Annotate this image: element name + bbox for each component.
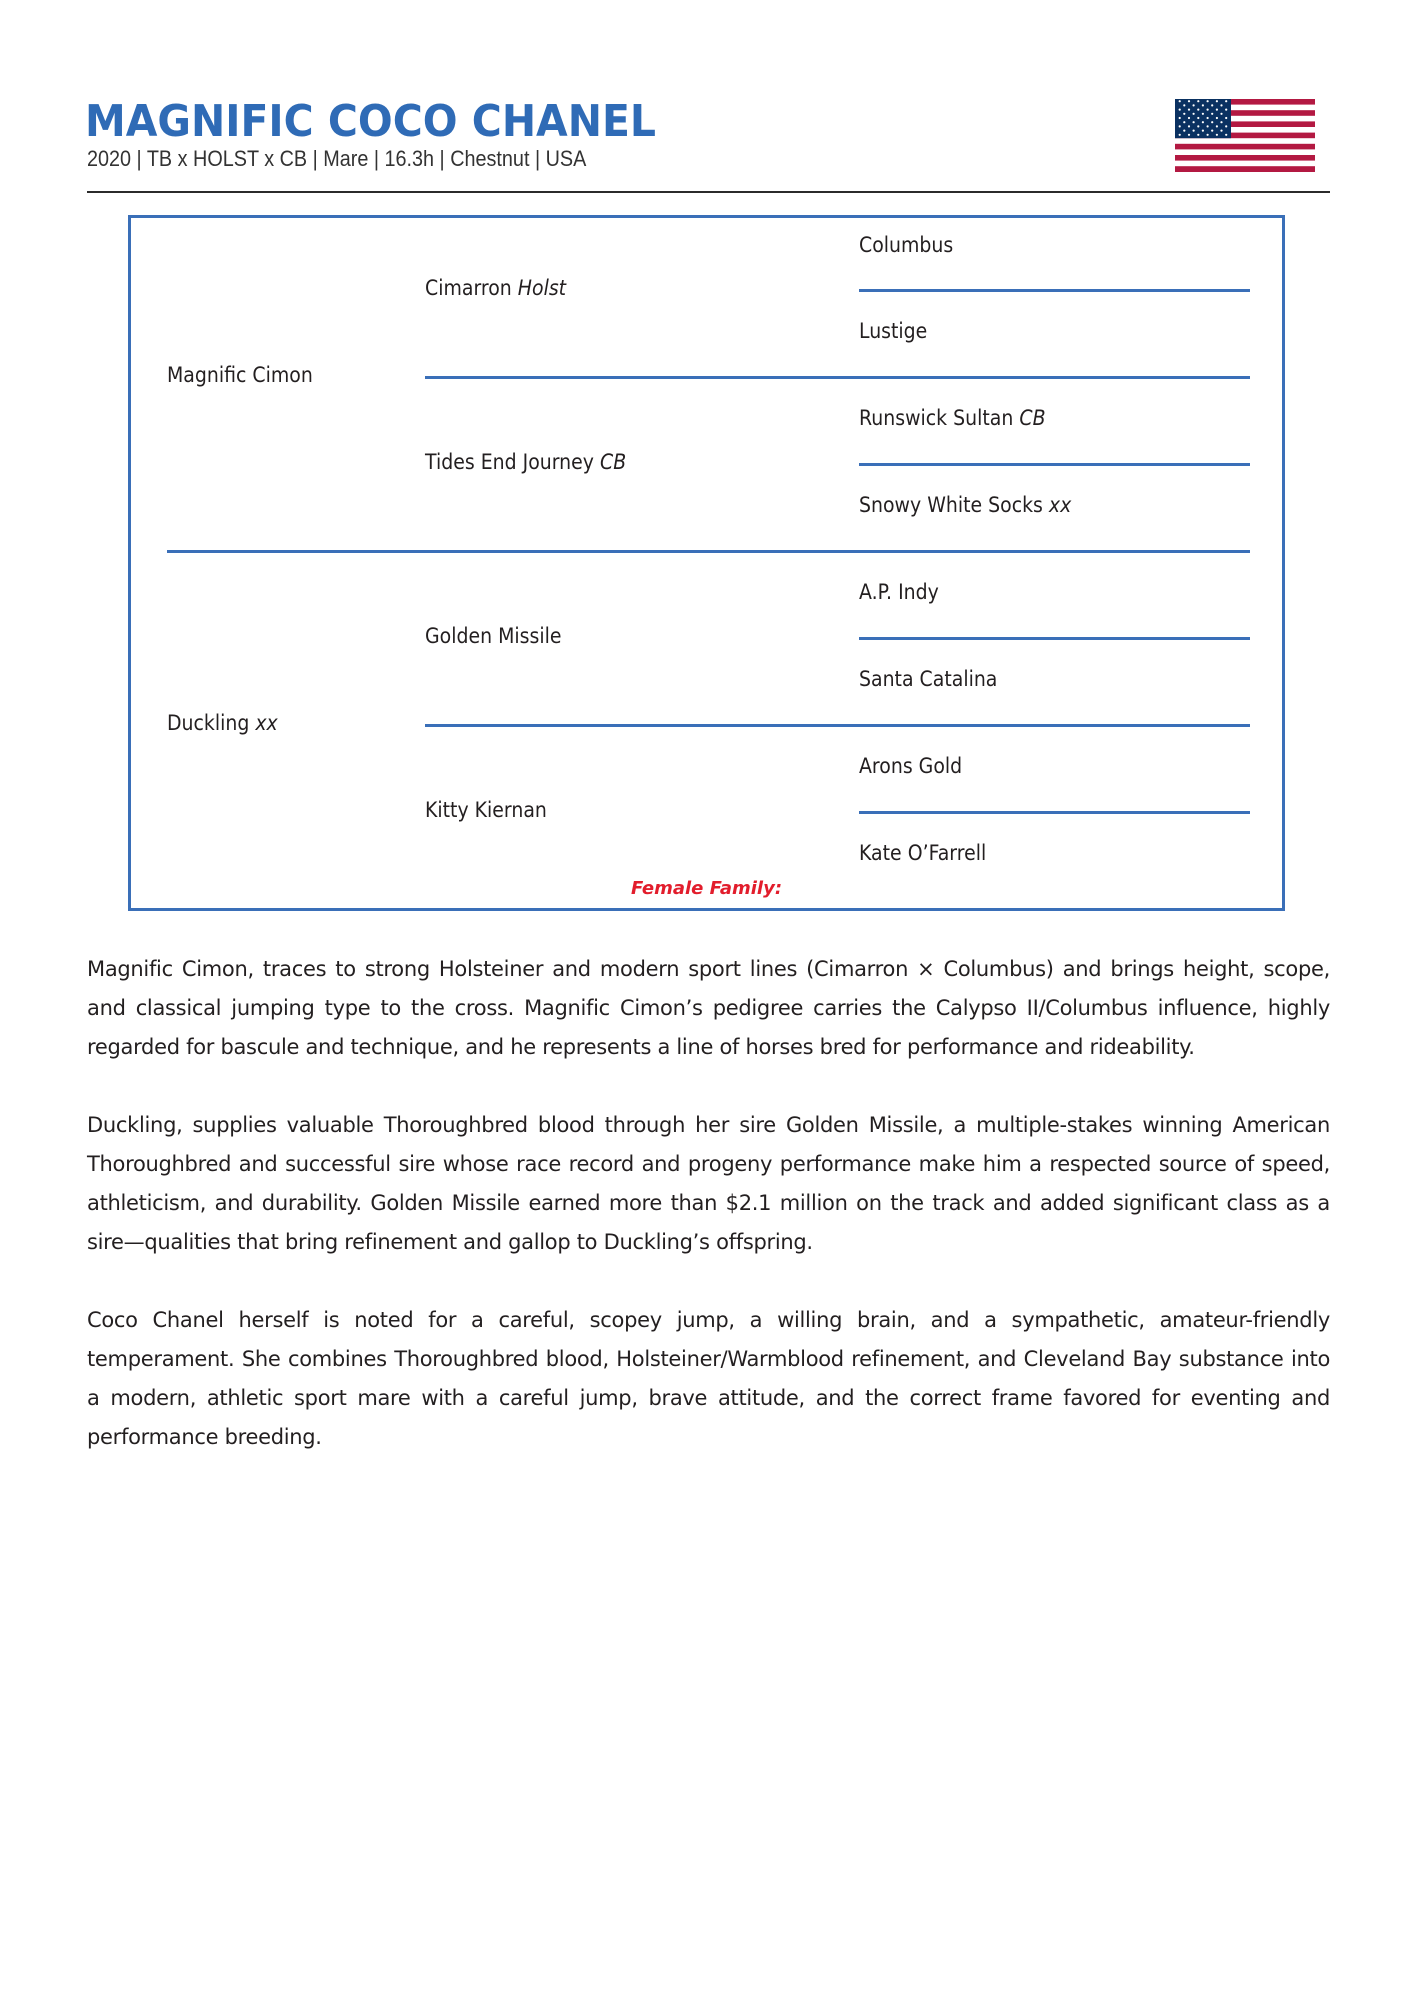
description: [87, 950, 1330, 1496]
horse-name-title: MAGNIFIC COCO CHANEL: [85, 96, 657, 147]
female-family-label: Female Family:: [630, 878, 783, 899]
flag-star: [1197, 109, 1199, 111]
flag-star: [1225, 117, 1227, 119]
flag-star: [1193, 113, 1195, 115]
flag-star: [1216, 109, 1218, 111]
flag-star: [1216, 125, 1218, 127]
flag-star: [1216, 134, 1218, 136]
pedigree-sire-dam: Tides End Journey CB: [425, 450, 627, 474]
flag-star: [1225, 134, 1227, 136]
pedigree-chart: [128, 215, 1285, 911]
pedigree-sire-sire: Cimarron Holst: [425, 276, 567, 300]
description-paragraph-dam: Duckling, supplies valuable Thoroughbred blood through her sire Golden Missile, a multiple-stakes winning American Thoroughbred and successful sire whose race record and progeny performance make him a respected source of speed, athleticism, and durability. Golden Missile earned more than $2.1 million on the track and added significant class as a sire—qualities that bring refinement and gallop to Duckling’s offspring.: [87, 1113, 1330, 1254]
us-flag-icon: [1175, 99, 1315, 172]
pedigree-great-grandparent: Runswick Sultan CB: [859, 406, 1046, 430]
flag-star: [1179, 125, 1181, 127]
pedigree-great-grandparent: Santa Catalina: [859, 667, 998, 691]
flag-star: [1197, 117, 1199, 119]
flag-star: [1183, 130, 1185, 132]
pedigree-divider: [425, 724, 1250, 727]
flag-star: [1193, 121, 1195, 123]
flag-star: [1197, 134, 1199, 136]
flag-star: [1220, 113, 1222, 115]
pedigree-divider: [859, 811, 1250, 814]
flag-star: [1220, 121, 1222, 123]
flag-star: [1211, 104, 1213, 106]
flag-star: [1193, 104, 1195, 106]
flag-star: [1220, 130, 1222, 132]
flag-star: [1183, 104, 1185, 106]
flag-star: [1207, 109, 1209, 111]
flag-star: [1179, 100, 1181, 102]
flag-star: [1197, 125, 1199, 127]
pedigree-divider: [859, 289, 1250, 292]
flag-star: [1225, 109, 1227, 111]
flag-star: [1202, 113, 1204, 115]
flag-star: [1207, 117, 1209, 119]
pedigree-great-grandparent: Columbus: [859, 233, 954, 257]
pedigree-great-grandparent: Snowy White Socks xx: [859, 493, 1072, 517]
flag-star: [1188, 134, 1190, 136]
description-paragraph-sire: Magnific Cimon, traces to strong Holsteiner and modern sport lines (Cimarron × Columbus) and brings height, scope, and classical jumping type to the cross. Magnific Cimon’s pedigree carries the Calypso II/Columbus influence, highly regarded for bascule and technique, and he represents a line of horses bred for performance and rideability.: [87, 957, 1330, 1059]
flag-star: [1179, 117, 1181, 119]
flag-star: [1193, 130, 1195, 132]
pedigree-divider: [859, 637, 1250, 640]
pedigree-dam-sire: Golden Missile: [425, 624, 562, 648]
description-paragraph-horse: Coco Chanel herself is noted for a careful, scopey jump, a willing brain, and a sympathetic, amateur-friendly temperament. She combines Thoroughbred blood, Holsteiner/Warmblood refinement, and Cleveland Bay substance into a modern, athletic sport mare with a careful jump, brave attitude, and the correct frame favored for eventing and performance breeding.: [87, 1308, 1330, 1449]
flag-star: [1202, 130, 1204, 132]
pedigree-dam-dam: Kitty Kiernan: [425, 798, 547, 822]
flag-star: [1211, 130, 1213, 132]
pedigree-great-grandparent: Lustige: [859, 319, 928, 343]
flag-star: [1207, 100, 1209, 102]
flag-star: [1216, 100, 1218, 102]
flag-star: [1202, 104, 1204, 106]
flag-star: [1179, 109, 1181, 111]
flag-star: [1220, 104, 1222, 106]
pedigree-divider: [425, 376, 1250, 379]
flag-star: [1197, 100, 1199, 102]
flag-star: [1207, 134, 1209, 136]
pedigree-dam: Duckling xx: [167, 711, 278, 735]
flag-star: [1188, 117, 1190, 119]
flag-star: [1216, 117, 1218, 119]
pedigree-great-grandparent: Arons Gold: [859, 754, 963, 778]
header-divider: [87, 191, 1330, 193]
flag-star: [1188, 125, 1190, 127]
flag-star: [1179, 134, 1181, 136]
pedigree-divider: [167, 550, 1250, 553]
pedigree-great-grandparent: Kate O’Farrell: [859, 841, 987, 865]
pedigree-divider: [859, 463, 1250, 466]
flag-star: [1225, 125, 1227, 127]
flag-star: [1207, 125, 1209, 127]
flag-star: [1202, 121, 1204, 123]
flag-star: [1188, 109, 1190, 111]
pedigree-sire: Magnific Cimon: [167, 363, 313, 387]
flag-star: [1183, 121, 1185, 123]
flag-star: [1211, 113, 1213, 115]
flag-star: [1188, 100, 1190, 102]
flag-star: [1183, 113, 1185, 115]
horse-details-subtitle: 2020 | TB x HOLST x CB | Mare | 16.3h | Chestnut | USA: [87, 146, 587, 171]
flag-star: [1225, 100, 1227, 102]
flag-star: [1211, 121, 1213, 123]
pedigree-great-grandparent: A.P. Indy: [859, 580, 939, 604]
